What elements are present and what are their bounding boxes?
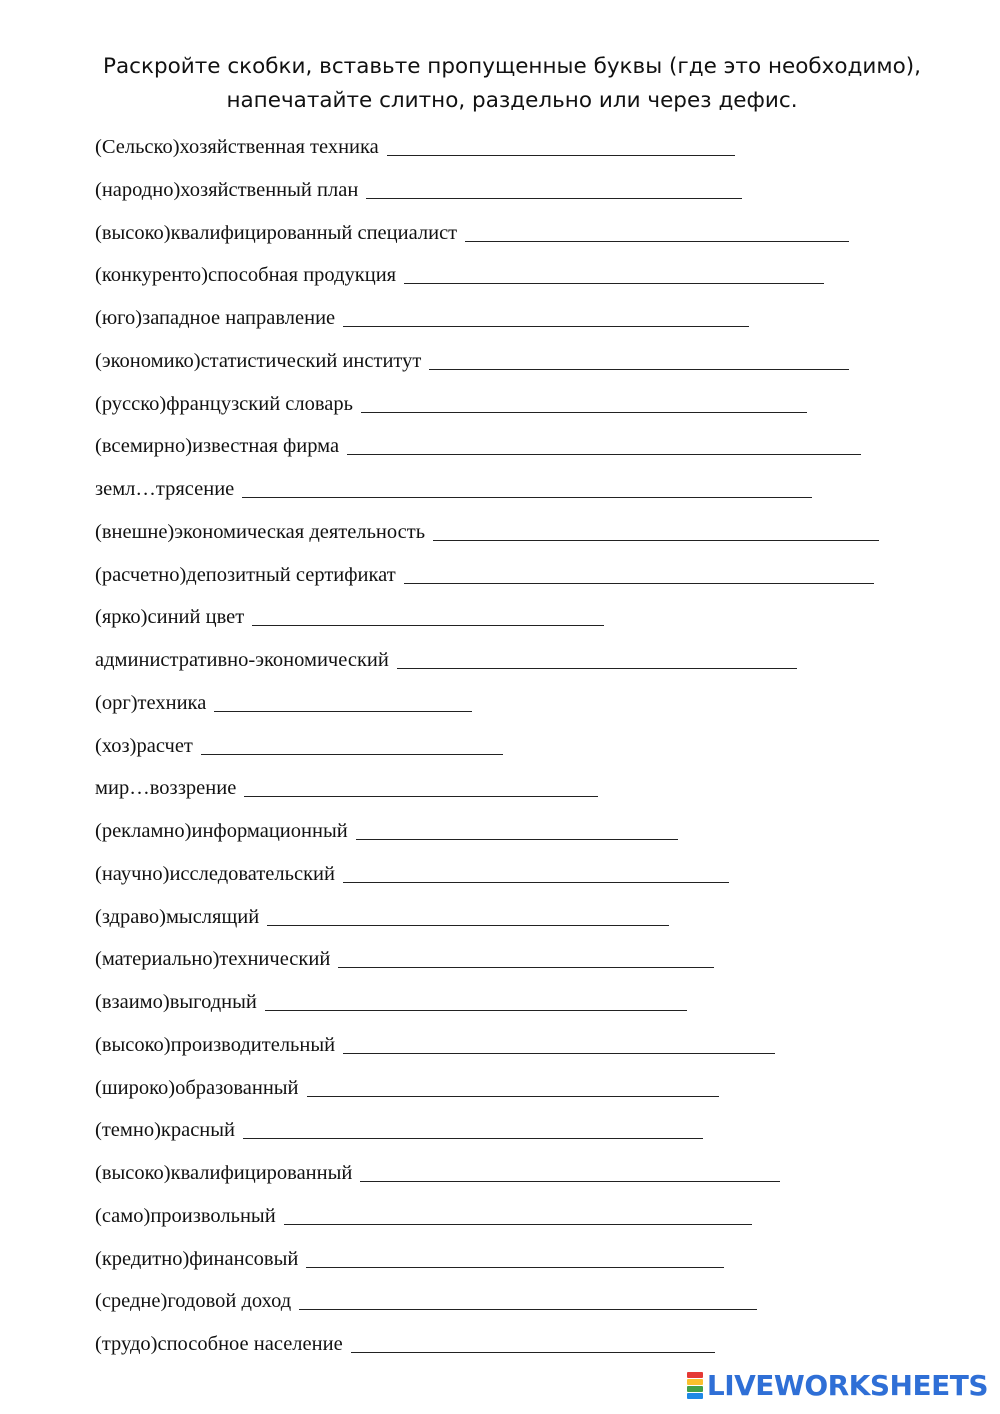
exercise-term: (высоко)производительный <box>95 1033 336 1056</box>
exercise-row <box>95 513 975 556</box>
exercise-term: (экономико)статистический институт <box>95 349 422 372</box>
answer-blank[interactable] <box>201 727 503 755</box>
instructions-line-1: Раскройте скобки, вставьте пропущенные буквы (где это необходимо), <box>103 54 921 79</box>
exercise-list <box>95 128 975 1368</box>
exercise-row <box>95 128 975 171</box>
exercise-row <box>95 641 975 684</box>
exercise-term: (само)произвольный <box>95 1204 276 1227</box>
exercise-term: (широко)образованный <box>95 1076 299 1099</box>
answer-blank[interactable] <box>338 940 714 968</box>
exercise-row <box>95 983 975 1026</box>
exercise-row <box>95 1240 975 1283</box>
logo-stripe <box>687 1386 703 1392</box>
liveworksheets-brand <box>687 1369 988 1402</box>
logo-stripe <box>687 1393 703 1399</box>
exercise-term: (народно)хозяйственный план <box>95 178 359 201</box>
exercise-row <box>95 171 975 214</box>
exercise-row <box>95 769 975 812</box>
exercise-term: (кредитно)финансовый <box>95 1247 299 1270</box>
exercise-term: (всемирно)известная фирма <box>95 435 340 458</box>
brand-name: LIVEWORKSHEETS <box>706 1369 988 1402</box>
instructions-heading <box>50 50 974 118</box>
exercise-row <box>95 1197 975 1240</box>
answer-blank[interactable] <box>343 1026 775 1054</box>
exercise-row <box>95 299 975 342</box>
liveworksheets-logo-icon <box>687 1372 703 1399</box>
logo-stripe <box>687 1372 703 1378</box>
exercise-term: (расчетно)депозитный сертификат <box>95 563 396 586</box>
instructions-line-2: напечатайте слитно, раздельно или через дефис. <box>226 88 798 113</box>
answer-blank[interactable] <box>284 1197 752 1225</box>
answer-blank[interactable] <box>429 342 849 370</box>
answer-blank[interactable] <box>252 598 604 626</box>
exercise-term: (высоко)квалифицированный <box>95 1162 353 1184</box>
answer-blank[interactable] <box>244 769 598 797</box>
exercise-row <box>95 855 975 898</box>
answer-blank[interactable] <box>347 427 861 455</box>
exercise-term: (материально)технический <box>95 948 331 971</box>
answer-blank[interactable] <box>265 983 687 1011</box>
answer-blank[interactable] <box>404 256 824 284</box>
exercise-row <box>95 598 975 641</box>
exercise-term: административно-экономический <box>95 649 389 671</box>
exercise-row <box>95 256 975 299</box>
answer-blank[interactable] <box>356 812 678 840</box>
exercise-term: (ярко)синий цвет <box>95 606 245 629</box>
exercise-term: (средне)годовой доход <box>95 1290 292 1313</box>
answer-blank[interactable] <box>299 1282 757 1310</box>
exercise-row <box>95 1154 975 1197</box>
answer-blank[interactable] <box>267 898 669 926</box>
exercise-term: земл…трясение <box>95 478 235 500</box>
exercise-row <box>95 1111 975 1154</box>
exercise-row <box>95 214 975 257</box>
answer-blank[interactable] <box>387 128 735 156</box>
exercise-row <box>95 1282 975 1325</box>
answer-blank[interactable] <box>306 1240 724 1268</box>
answer-blank[interactable] <box>465 214 849 242</box>
answer-blank[interactable] <box>366 171 742 199</box>
answer-blank[interactable] <box>404 556 874 584</box>
answer-blank[interactable] <box>361 385 807 413</box>
exercise-term: (темно)красный <box>95 1119 236 1142</box>
exercise-row <box>95 1026 975 1069</box>
exercise-row <box>95 427 975 470</box>
answer-blank[interactable] <box>343 855 729 883</box>
answer-blank[interactable] <box>360 1154 780 1182</box>
exercise-row <box>95 1069 975 1112</box>
answer-blank[interactable] <box>243 1111 703 1139</box>
exercise-row <box>95 385 975 428</box>
exercise-term: (Сельско)хозяйственная техника <box>95 136 379 158</box>
answer-blank[interactable] <box>242 470 812 498</box>
exercise-row <box>95 342 975 385</box>
answer-blank[interactable] <box>433 513 879 541</box>
answer-blank[interactable] <box>397 641 797 669</box>
exercise-term: (трудо)способное население <box>95 1333 343 1355</box>
exercise-term: (юго)западное направление <box>95 307 336 329</box>
logo-stripe <box>687 1379 703 1385</box>
exercise-term: (орг)техника <box>95 691 207 714</box>
exercise-row <box>95 556 975 599</box>
exercise-term: (рекламно)информационный <box>95 820 348 842</box>
exercise-term: (русско)французский словарь <box>95 392 353 415</box>
answer-blank[interactable] <box>214 684 472 712</box>
exercise-row <box>95 898 975 941</box>
exercise-term: (научно)исследовательский <box>95 862 335 885</box>
answer-blank[interactable] <box>307 1069 719 1097</box>
exercise-term: (хоз)расчет <box>95 734 193 757</box>
exercise-term: мир…воззрение <box>95 777 237 800</box>
exercise-row <box>95 684 975 727</box>
exercise-term: (конкуренто)способная продукция <box>95 264 397 287</box>
exercise-term: (взаимо)выгодный <box>95 991 257 1013</box>
exercise-row <box>95 940 975 983</box>
exercise-row <box>95 727 975 770</box>
answer-blank[interactable] <box>351 1325 715 1353</box>
exercise-row <box>95 1325 975 1368</box>
exercise-term: (внешне)экономическая деятельность <box>95 520 426 543</box>
exercise-row <box>95 812 975 855</box>
exercise-row <box>95 470 975 513</box>
answer-blank[interactable] <box>343 299 749 327</box>
exercise-term: (высоко)квалифицированный специалист <box>95 221 458 244</box>
exercise-term: (здраво)мыслящий <box>95 905 260 928</box>
